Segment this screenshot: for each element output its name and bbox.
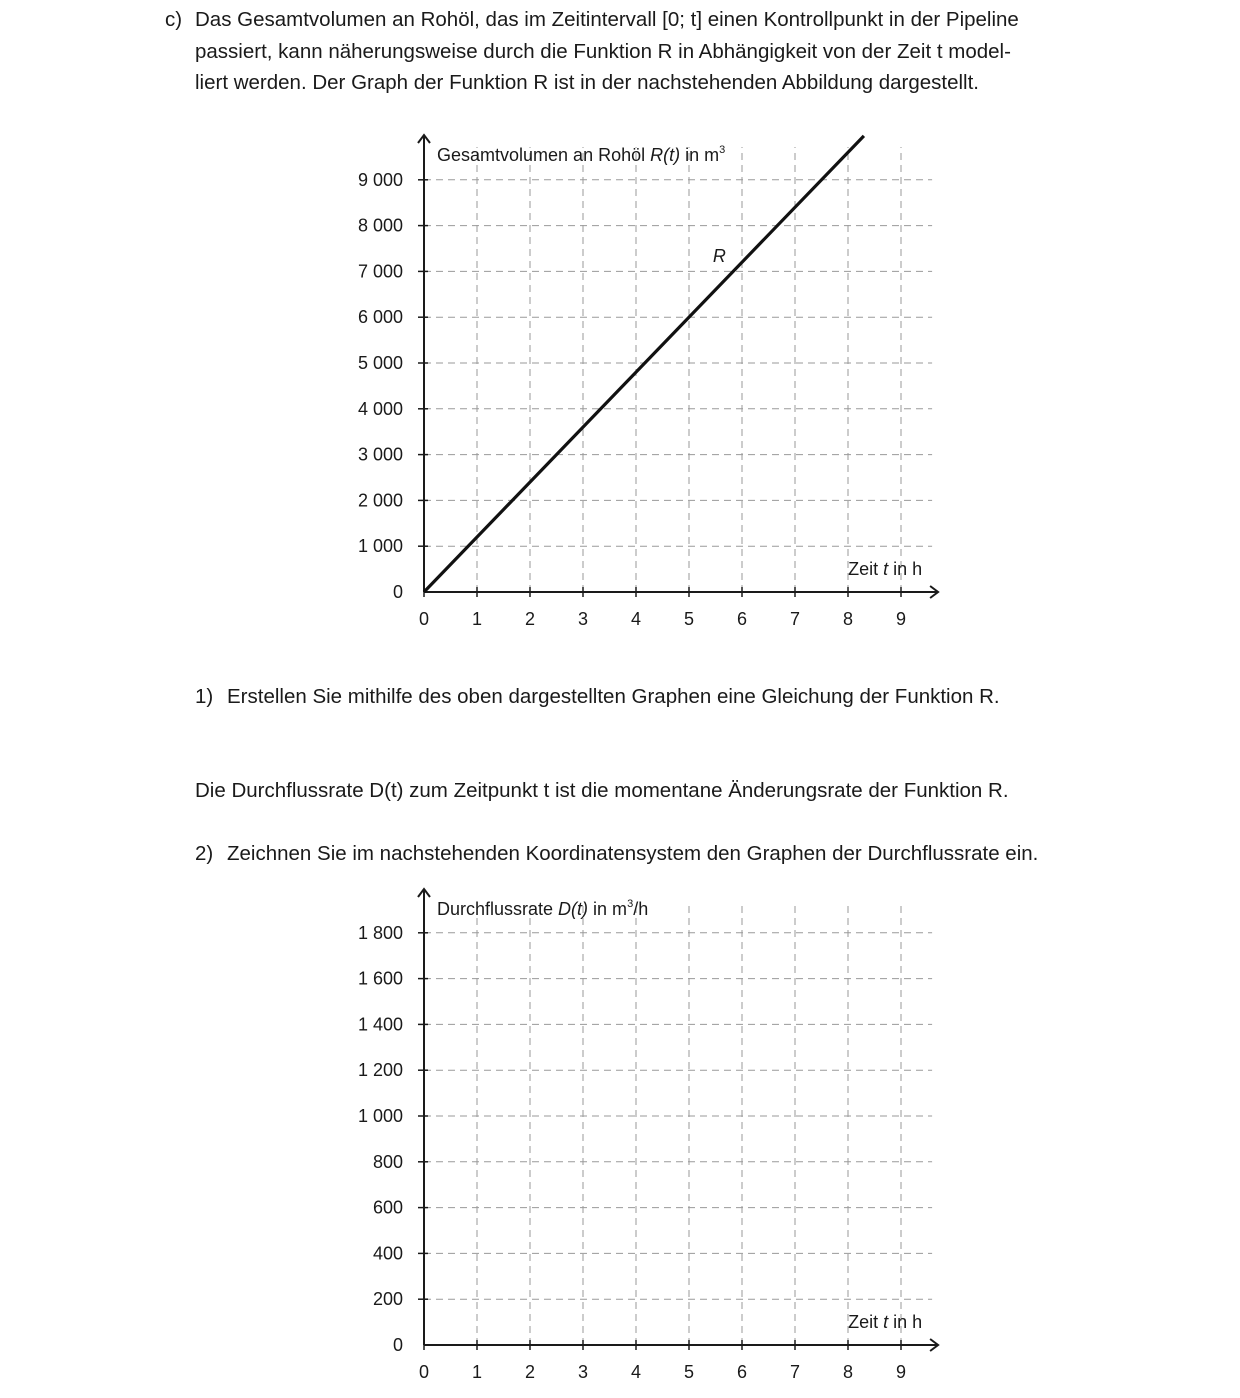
x-tick-label: 6 [736,609,748,629]
y-tick-label: 3 000 [357,444,403,465]
x-tick-label: 0 [418,1362,430,1382]
x-axis-label: Zeit t in h [848,1312,923,1332]
y-tick-label: 0 [392,582,403,602]
part-c-line-2: passiert, kann näherungsweise durch die Funktion R in Abhängigkeit von der Zeit t model- [195,40,1011,63]
y-tick-label: 7 000 [357,261,403,282]
y-tick-label: 1 400 [357,1014,403,1035]
y-tick-label: 400 [372,1243,403,1264]
y-tick-label: 0 [392,1335,403,1355]
task-1-text: Erstellen Sie mithilfe des oben dargestellten Graphen eine Gleichung der Funktion R. [227,685,1000,708]
task-2-marker: 2) [195,842,214,865]
x-tick-label: 4 [630,609,642,629]
x-tick-label: 0 [418,609,430,629]
x-tick-label: 5 [683,609,695,629]
curve-label-R: R [712,246,726,267]
x-tick-label: 1 [471,609,483,629]
y-tick-label: 9 000 [357,169,403,190]
y-tick-label: 1 200 [357,1060,403,1081]
y-tick-label: 6 000 [357,307,403,328]
definition-text: Die Durchflussrate D(t) zum Zeitpunkt t ist die momentane Änderungsrate der Funktion R. [195,779,1009,802]
grid [424,901,932,1345]
x-tick-label: 2 [524,609,536,629]
tick-labels [358,923,906,1382]
x-tick-label: 2 [524,1362,536,1382]
y-tick-label: 1 800 [357,922,403,943]
y-tick-label: 1 600 [357,968,403,989]
task-2-text: Zeichnen Sie im nachstehenden Koordinatensystem den Graphen der Durchflussrate ein. [227,842,1039,865]
part-c-line-1: Das Gesamtvolumen an Rohöl, das im Zeitintervall [0; t] einen Kontrollpunkt in der Pipeline [195,8,1019,31]
x-tick-label: 5 [683,1362,695,1382]
axes [418,889,938,1351]
x-tick-label: 3 [577,609,589,629]
y-tick-label: 1 000 [357,536,403,557]
y-tick-label: 4 000 [357,398,403,419]
y-tick-label: 1 000 [357,1106,403,1126]
y-axis-label: Durchflussrate D(t) in $m^3/h$ [437,898,649,919]
x-tick-label: 8 [842,1362,854,1382]
x-tick-label: 6 [736,1362,748,1382]
y-tick-label: 600 [372,1197,403,1218]
y-tick-label: 2 000 [357,490,403,511]
x-tick-label: 3 [577,1362,589,1382]
x-axis-label: Zeit t in h [848,559,923,579]
y-tick-label: 800 [372,1151,403,1172]
y-tick-label: 200 [372,1289,403,1310]
task-1-marker: 1) [195,685,214,708]
part-c-line-3: liert werden. Der Graph der Funktion R ist in der nachstehenden Abbildung dargestellt. [195,71,980,94]
y-axis-label: Gesamtvolumen an Rohöl R(t) in $m^3$ [437,144,726,165]
x-tick-label: 1 [471,1362,483,1382]
x-tick-label: 9 [895,609,907,629]
x-tick-label: 7 [789,1362,801,1382]
y-tick-label: 5 000 [357,353,403,373]
y-tick-label: 8 000 [357,215,403,236]
x-tick-label: 9 [895,1362,907,1382]
part-c-marker: c) [165,8,183,31]
x-tick-label: 7 [789,609,801,629]
x-tick-label: 8 [842,609,854,629]
x-tick-label: 4 [630,1362,642,1382]
